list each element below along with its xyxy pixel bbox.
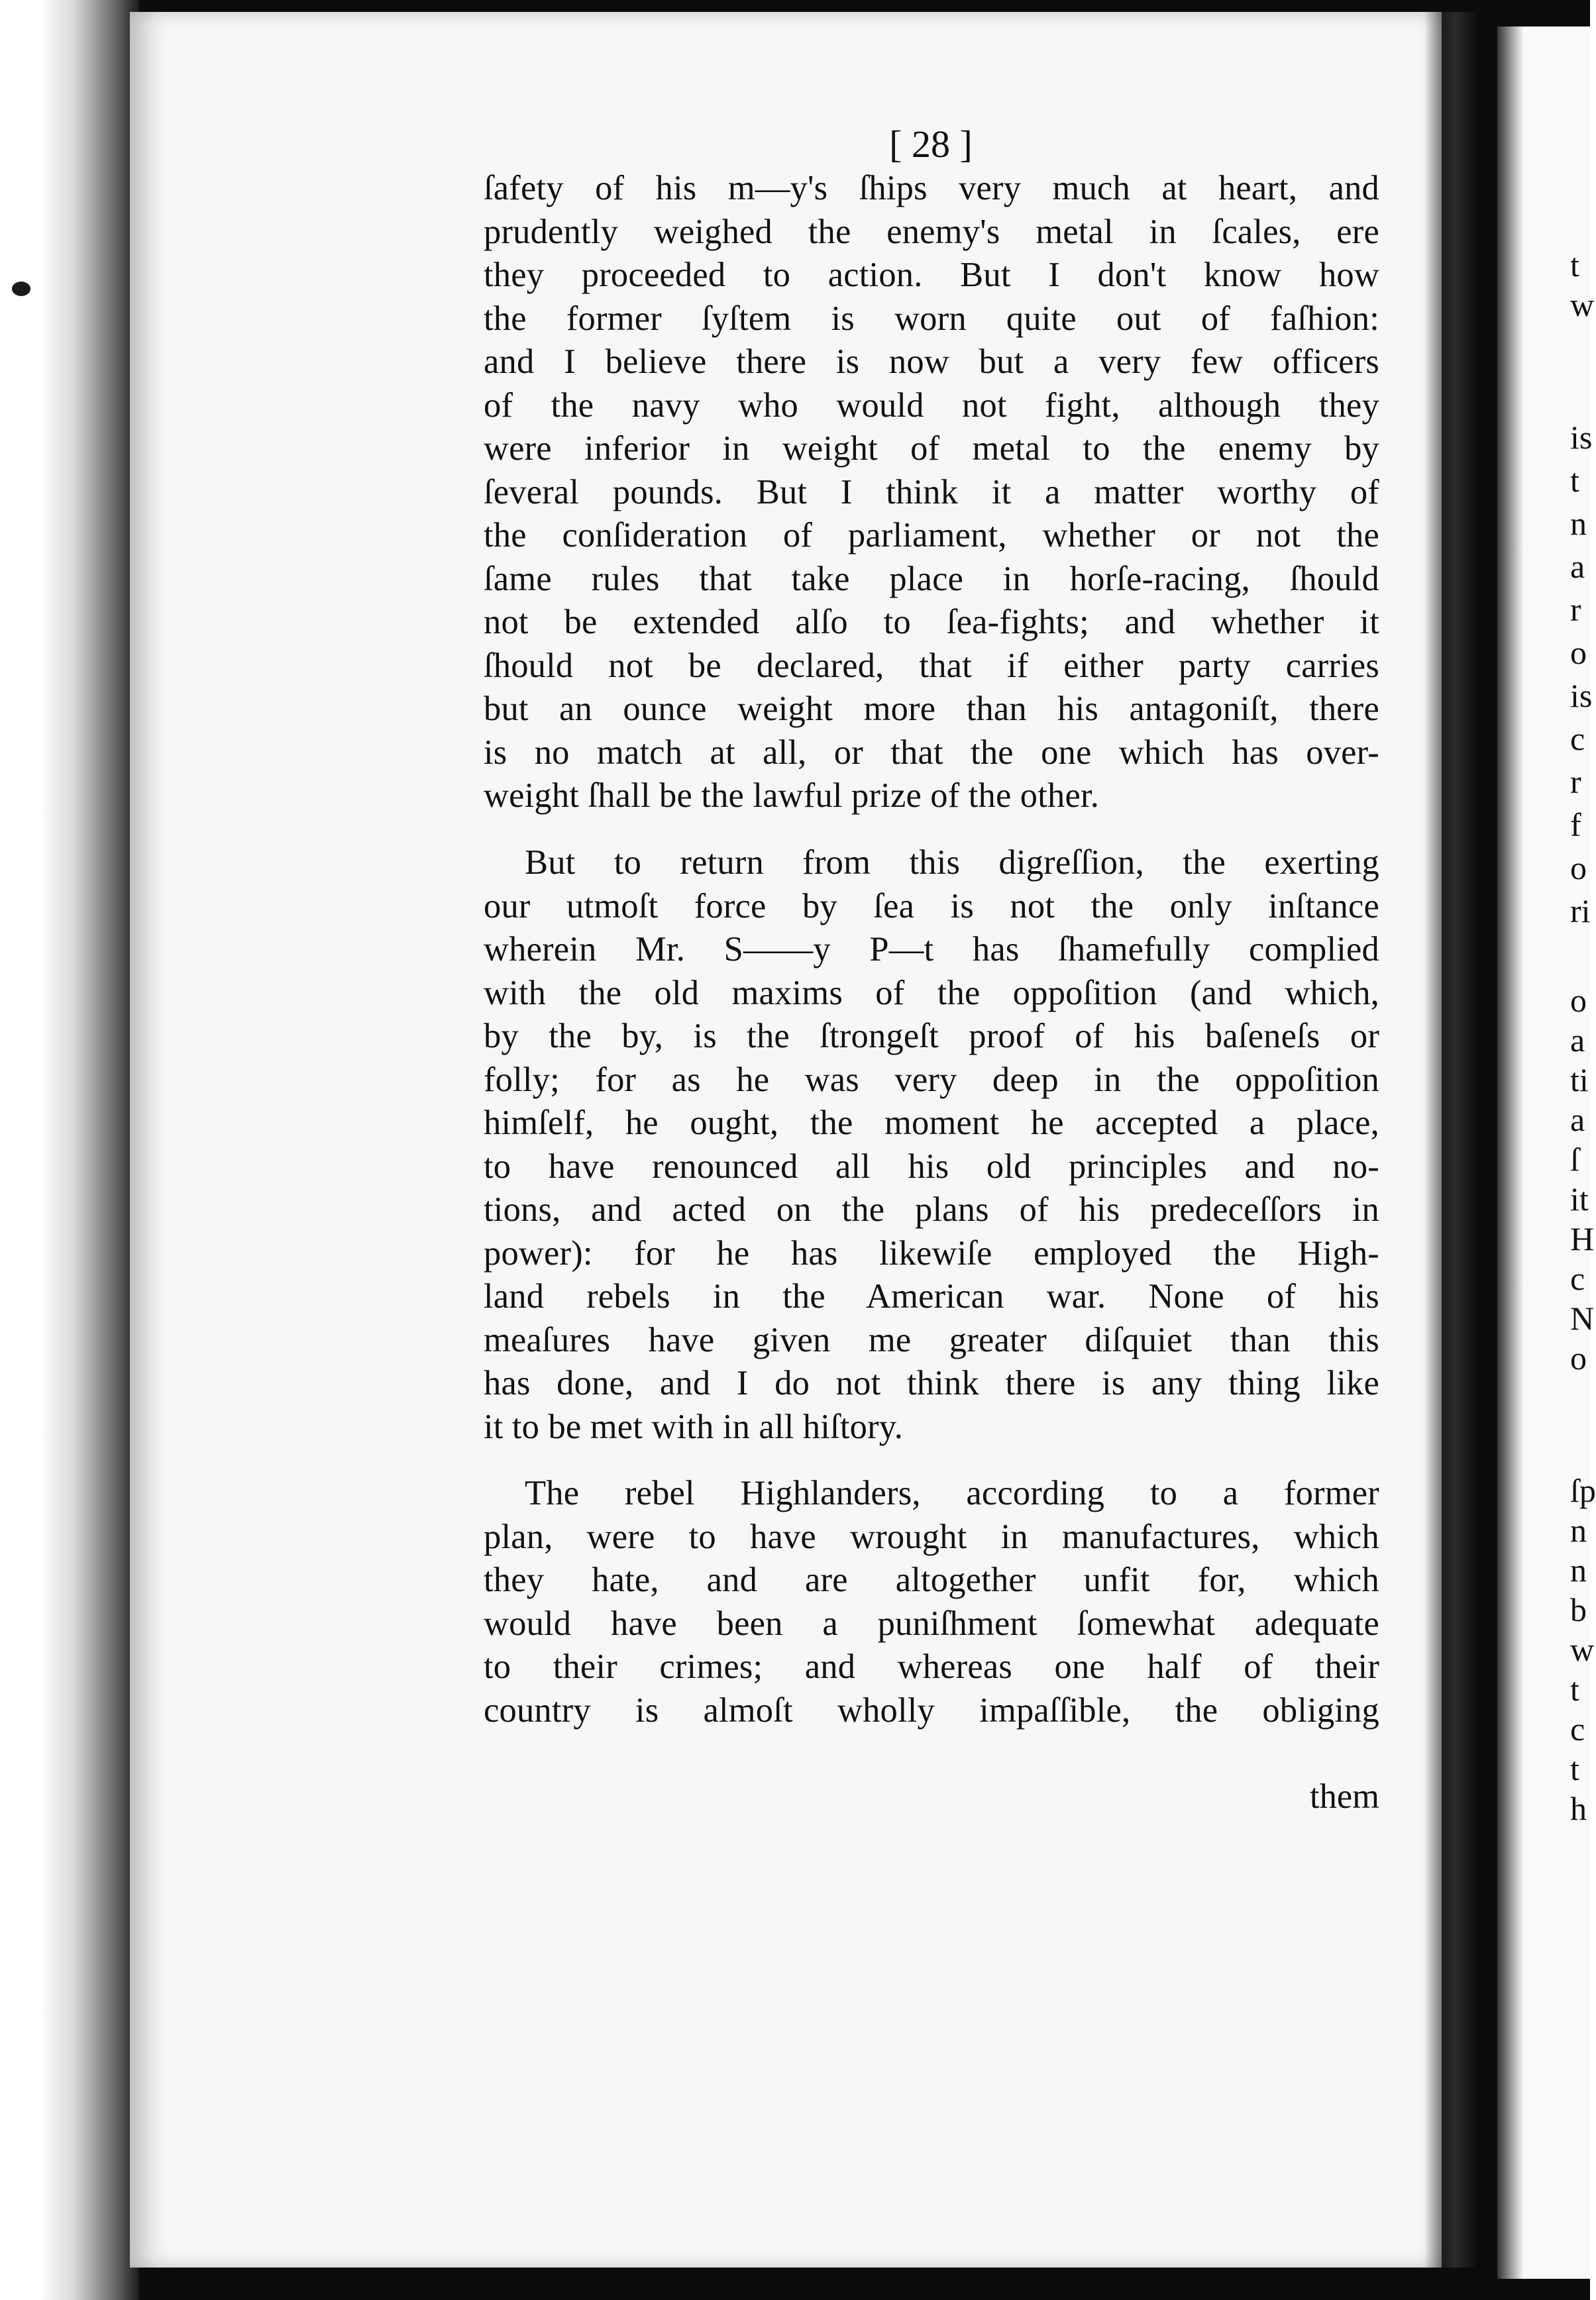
text-line: and I believe there is now but a very few officers [484, 342, 1379, 381]
facing-page-fragment: n [1570, 505, 1587, 542]
text-line: would have been a puniſhment ſomewhat adequate [484, 1604, 1379, 1643]
text-line: were inferior in weight of metal to the enemy by [484, 429, 1379, 468]
ink-spot [12, 282, 30, 296]
facing-page-fragment: n [1570, 1551, 1587, 1589]
text-line: plan, were to have wrought in manufactures, which [484, 1517, 1379, 1556]
facing-page-fragment: o [1570, 634, 1587, 671]
left-scan-margin [0, 0, 136, 2300]
binding-edge [40, 0, 139, 2300]
facing-page-fragment: r [1570, 591, 1581, 628]
facing-page-fragment: t [1570, 1671, 1579, 1708]
facing-page-shadow [1497, 26, 1524, 2279]
text-line: ſame rules that take place in horſe-racing, ſhould [484, 559, 1379, 598]
text-line: ſeveral pounds. But I think it a matter worthy of [484, 472, 1379, 511]
facing-page-fragment: r [1570, 763, 1581, 800]
facing-page-fragment: c [1570, 720, 1585, 757]
text-line: of the navy who would not fight, although they [484, 386, 1379, 425]
text-line: has done, and I do not think there is any thing like [484, 1364, 1379, 1402]
facing-page-fragment: a [1570, 1021, 1585, 1059]
text-line: wherein Mr. S——y P—t has ſhamefully complied [484, 930, 1379, 968]
text-line: folly; for as he was very deep in the oppoſition [484, 1060, 1379, 1099]
text-line: they hate, and are altogether unfit for, which [484, 1561, 1379, 1599]
text-line: The rebel Highlanders, according to a former [525, 1474, 1379, 1512]
facing-page-fragment: it [1570, 1180, 1589, 1218]
text-line: but an ounce weight more than his antagoniſt, there [484, 690, 1379, 728]
gutter-shadow [1424, 12, 1477, 2268]
text-line: it to be met with in all hiſtory. [484, 1407, 904, 1446]
facing-page-fragment: ri [1570, 892, 1591, 929]
text-line: to their crimes; and whereas one half of their [484, 1647, 1379, 1686]
text-line: is no match at all, or that the one which has over- [484, 733, 1379, 772]
text-line: meaſures have given me greater diſquiet than this [484, 1320, 1379, 1359]
facing-page-fragment: ſp [1570, 1472, 1596, 1509]
facing-page-fragment: w [1570, 1631, 1595, 1668]
text-line: prudently weighed the enemy's metal in ſcales, ere [484, 212, 1379, 251]
facing-page-fragment: b [1570, 1591, 1587, 1628]
paragraph-3 [484, 1472, 1379, 1732]
facing-page-fragment: c [1570, 1710, 1585, 1748]
facing-page-fragment: ſ [1570, 1141, 1579, 1178]
catchword: them [1310, 1777, 1379, 1816]
facing-page-fragment: is [1570, 677, 1593, 714]
facing-page-fragment: ti [1570, 1061, 1589, 1098]
text-line: himſelf, he ought, the moment he accepted a place, [484, 1104, 1379, 1142]
text-line: But to return from this digreſſion, the exerting [525, 843, 1379, 882]
facing-page-fragment: H [1570, 1220, 1595, 1257]
text-line: to have renounced all his old principles and no- [484, 1147, 1379, 1186]
text-line: land rebels in the American war. None of his [484, 1277, 1379, 1316]
text-line: the former ſyſtem is worn quite out of faſhion: [484, 299, 1379, 338]
facing-page-fragment: n [1570, 1512, 1587, 1549]
facing-page-fragment: h [1570, 1790, 1587, 1827]
text-line: tions, and acted on the plans of his predeceſſors in [484, 1190, 1379, 1229]
facing-page-fragment: t [1570, 1750, 1579, 1787]
facing-page-fragment: t [1570, 246, 1579, 284]
paragraph-2 [484, 841, 1379, 1449]
facing-page-fragment: is [1570, 419, 1593, 456]
text-line: ſhould not be declared, that if either party carries [484, 646, 1379, 685]
facing-page-fragment: o [1570, 982, 1587, 1019]
text-line: by the by, is the ſtrongeſt proof of his baſeneſs or [484, 1017, 1379, 1055]
paragraph-1 [484, 167, 1379, 818]
facing-page-fragment: f [1570, 806, 1581, 843]
facing-page-fragment: a [1570, 548, 1585, 585]
facing-page-fragment: w [1570, 286, 1595, 323]
text-line: ſafety of his m—y's ſhips very much at heart, and [484, 169, 1379, 207]
text-line: country is almoſt wholly impaſſible, the obliging [484, 1691, 1379, 1730]
text-line: they proceeded to action. But I don't know how [484, 256, 1379, 294]
facing-page-fragment: a [1570, 1101, 1585, 1138]
text-line: not be extended alſo to ſea-fights; and whether it [484, 603, 1379, 641]
facing-page-fragment: o [1570, 1339, 1587, 1377]
text-line: our utmoſt force by ſea is not the only inſtance [484, 886, 1379, 925]
text-line: power): for he has likewiſe employed the High- [484, 1233, 1379, 1273]
page-number: [ 28 ] [889, 123, 973, 166]
text-line: with the old maxims of the oppoſition (and which, [484, 973, 1379, 1012]
text-line: weight ſhall be the lawful prize of the other. [484, 776, 1100, 815]
facing-page-fragment: t [1570, 462, 1579, 499]
facing-page-fragment: c [1570, 1260, 1585, 1297]
text-line: the conſideration of parliament, whether or not the [484, 516, 1379, 554]
facing-page-fragment: o [1570, 849, 1587, 886]
facing-page-fragment: N [1570, 1300, 1595, 1337]
